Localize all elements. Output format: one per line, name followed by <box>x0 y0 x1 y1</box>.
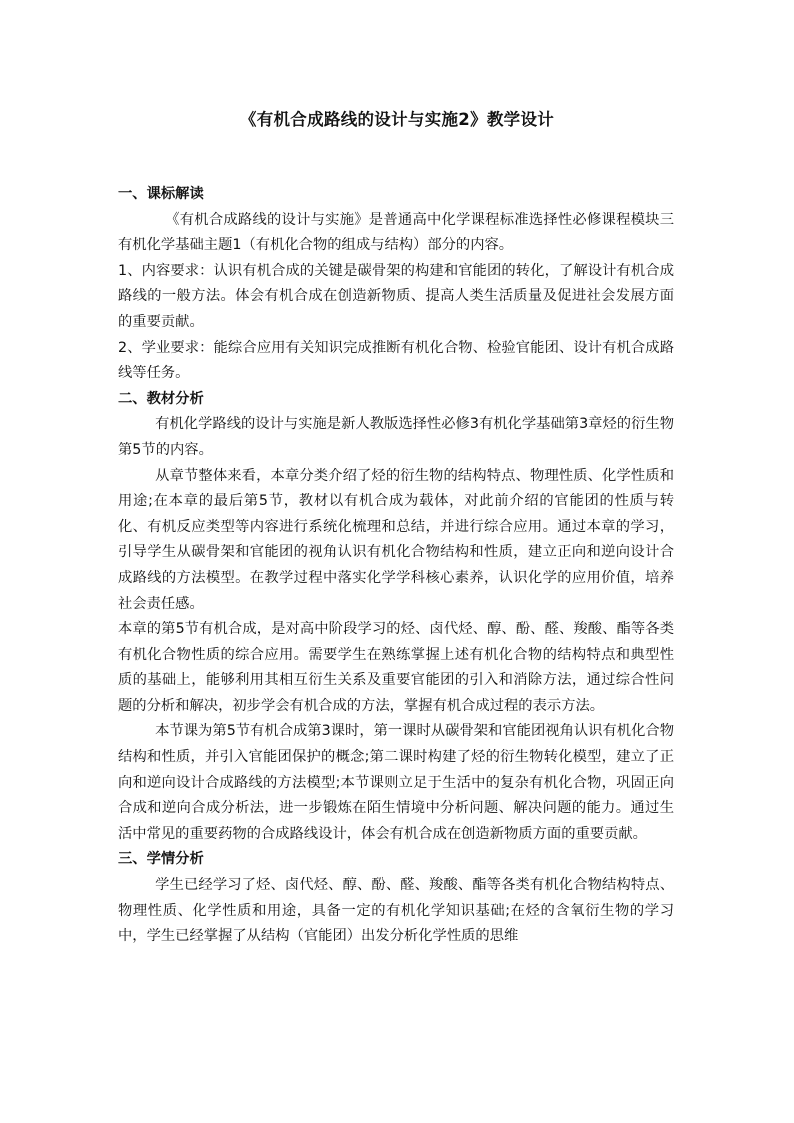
section-heading-curriculum: 一、课标解读 <box>118 186 204 202</box>
document-body <box>118 182 674 950</box>
section-heading-textbook: 二、教材分析 <box>118 390 204 407</box>
paragraph: 2、学业要求：能综合应用有关知识完成推断有机化合物、检验官能团、设计有机合成路线等任务。 <box>118 339 674 382</box>
paragraph: 《有机合成路线的设计与实施》是普通高中化学课程标准选择性必修课程模块三有机化学基础主题1（有机化合物的组成与结构）部分的内容。 <box>118 211 674 254</box>
paragraph: 学生已经学习了烃、卤代烃、醇、酚、醛、羧酸、酯等各类有机化合物结构特点、物理性质、化学性质和用途，具备一定的有机化学知识基础;在烃的含氧衍生物的学习中，学生已经掌握了从结构（官能团）出发分析化学性质的思维 <box>118 877 674 945</box>
paragraph: 从章节整体来看，本章分类介绍了烃的衍生物的结构特点、物理性质、化学性质和用途;在本章的最后第5节，教材以有机合成为载体，对此前介绍的官能团的性质与转化、有机反应类型等内容进行系统化梳理和总结，并进行综合应用。通过本章的学习，引导学生从碳骨架和官能团的视角认识有机化合物结构和性质，建立正向和逆向设计合成路线的方法模型。在教学过程中落实化学学科核心素养，认识化学的应用价值，培养社会责任感。 <box>118 467 674 612</box>
paragraph: 1、内容要求：认识有机合成的关键是碳骨架的构建和官能团的转化，了解设计有机合成路线的一般方法。体会有机合成在创造新物质、提高人类生活质量及促进社会发展方面的重要贡献。 <box>118 262 674 330</box>
paragraph: 本节课为第5节有机合成第3课时，第一课时从碳骨架和官能团视角认识有机化合物结构和性质，并引入官能团保护的概念;第二课时构建了烃的衍生物转化模型，建立了正向和逆向设计合成路线的方法模型;本节课则立足于生活中的复杂有机化合物，巩固正向合成和逆向合成分析法，进一步锻炼在陌生情境中分析问题、解决问题的能力。通过生活中常见的重要药物的合成路线设计，体会有机合成在创造新物质方面的重要贡献。 <box>118 723 674 842</box>
document-title: 《有机合成路线的设计与实施2》教学设计 <box>239 110 555 129</box>
section-heading-students: 三、学情分析 <box>118 851 204 868</box>
paragraph: 有机化学路线的设计与实施是新人教版选择性必修3有机化学基础第3章烃的衍生物第5节的内容。 <box>118 416 674 458</box>
paragraph: 本章的第5节有机合成，是对高中阶段学习的烃、卤代烃、醇、酚、醛、羧酸、酯等各类有机化合物性质的综合应用。需要学生在熟练掌握上述有机化合物的结构特点和典型性质的基础上，能够利用其相互衍生关系及重要官能团的引入和消除方法，通过综合性问题的分析和解决，初步学会有机合成的方法，掌握有机合成过程的表示方法。 <box>118 621 674 714</box>
